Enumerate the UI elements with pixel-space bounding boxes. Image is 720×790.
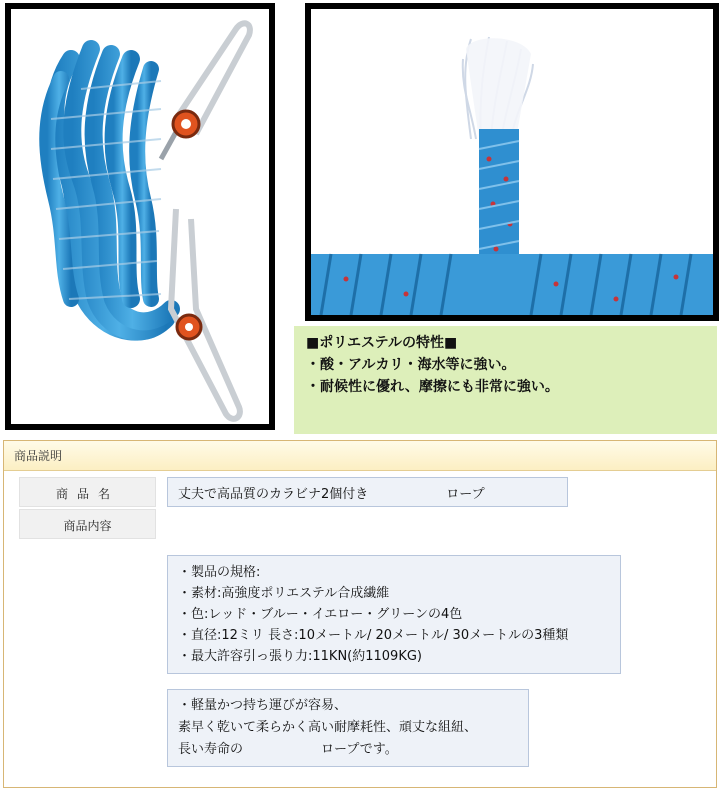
- feature-line: ・軽量かつ持ち運びが容易、: [178, 698, 348, 713]
- polyester-characteristics: [294, 326, 717, 434]
- product-name-label: 商品名: [19, 477, 156, 507]
- spec-line: ・素材:高強度ポリエステル合成繊維: [178, 586, 390, 601]
- feature-text: ロープです。: [321, 742, 398, 757]
- product-content-label: 商品内容: [19, 509, 156, 539]
- spec-line: ・色:レッド・ブルー・イエロー・グリーンの4色: [178, 607, 463, 622]
- feature-text: 長い寿命の: [178, 742, 244, 757]
- spec-box: [167, 555, 621, 674]
- rope-end-photo: [305, 3, 719, 321]
- rope-coil-icon: [11, 9, 269, 424]
- feature-box: [167, 689, 529, 767]
- product-name-suffix: ロープ: [446, 487, 485, 502]
- product-name-value: [167, 477, 568, 507]
- rope-coil-photo: [5, 3, 275, 430]
- product-description-section: [3, 440, 717, 788]
- section-header: 商品説明: [4, 441, 716, 471]
- spec-line: ・製品の規格:: [178, 565, 261, 580]
- product-name-text: 丈夫で高品質のカラビナ2個付き: [178, 487, 369, 502]
- feature-line: [178, 739, 518, 761]
- feature-line: 素早く乾いて柔らかく高い耐摩耗性、頑丈な組紐、: [178, 720, 478, 735]
- polyester-line: ・耐候性に優れ、摩擦にも非常に強い。: [306, 379, 559, 395]
- spec-line: ・直径:12ミリ 長さ:10メートル/ 20メートル/ 30メートルの3種類: [178, 628, 569, 643]
- polyester-line: ・酸・アルカリ・海水等に強い。: [306, 357, 516, 373]
- rope-end-icon: [311, 9, 713, 315]
- spec-line: ・最大許容引っ張り力:11KN(約1109KG): [178, 649, 422, 664]
- polyester-title: ■ポリエステルの特性■: [306, 335, 458, 351]
